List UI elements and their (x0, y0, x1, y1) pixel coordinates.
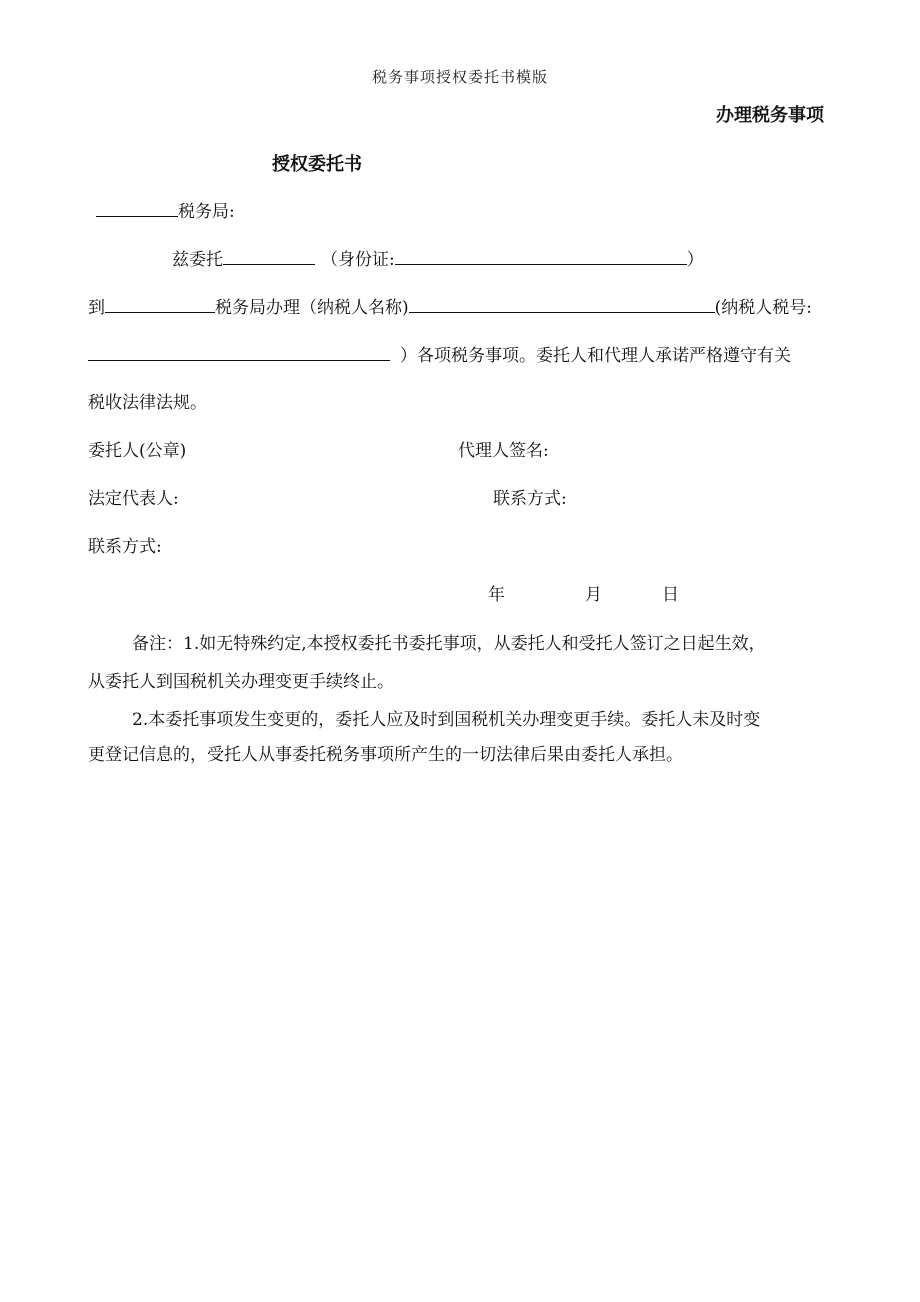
entrust-line (172, 246, 704, 272)
agent-contact-label: 联系方式: (493, 489, 567, 509)
entrust-label: 兹委托 (172, 250, 223, 270)
bureau-blank[interactable] (105, 294, 215, 313)
tax-bureau-blank[interactable] (96, 198, 178, 217)
taxpayer-id-label: (纳税人税号: (714, 298, 813, 318)
to-label: 到 (88, 298, 105, 318)
taxpayer-name-blank[interactable] (409, 294, 715, 313)
matters-line (88, 342, 791, 368)
note-2-line-2: 更登记信息的，受托人从事委托税务事项所产生的一切法律后果由委托人承担。 (88, 745, 683, 765)
agent-signature-label: 代理人签名: (458, 441, 549, 461)
date-month-label: 月 (585, 585, 602, 605)
document-title: 授权委托书 (272, 154, 362, 175)
note-1-line-1: 备注：1.如无特殊约定,本授权委托书委托事项，从委托人和受托人签订之日起生效， (132, 634, 766, 654)
taxpayer-name-label: 税务局办理（纳税人名称) (215, 298, 409, 318)
date-year-label: 年 (488, 585, 505, 605)
tax-bureau-line (96, 198, 235, 224)
handle-line (88, 294, 812, 320)
matters-text: ）各项税务事项。委托人和代理人承诺严格遵守有关 (400, 346, 791, 366)
tax-bureau-label: 税务局: (178, 202, 235, 222)
note-2-line-1: 2.本委托事项发生变更的，委托人应及时到国税机关办理变更手续。委托人未及时变 (132, 710, 761, 730)
id-card-blank[interactable] (395, 246, 687, 265)
note-1-line-2: 从委托人到国税机关办理变更手续终止。 (88, 672, 394, 692)
document-header: 税务事项授权委托书模版 (371, 68, 548, 86)
date-day-label: 日 (662, 585, 679, 605)
law-line: 税收法律法规。 (88, 393, 207, 413)
principal-seal-label: 委托人(公章) (88, 441, 187, 461)
id-card-close: ） (686, 250, 704, 270)
agent-name-blank[interactable] (223, 246, 315, 265)
document-subject: 办理税务事项 (716, 105, 824, 126)
principal-contact-label: 联系方式: (88, 537, 162, 557)
legal-rep-label: 法定代表人: (88, 489, 179, 509)
taxpayer-id-blank[interactable] (88, 342, 390, 361)
id-card-label: （身份证: (321, 250, 395, 270)
